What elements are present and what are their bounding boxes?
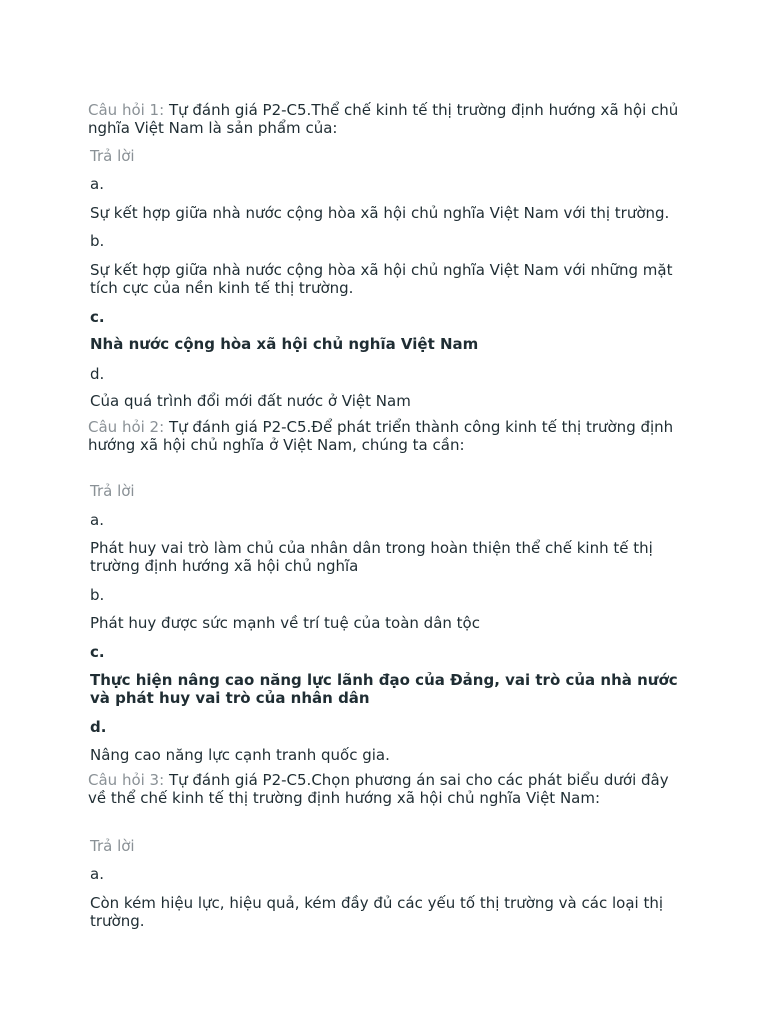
option-letter-selected: c. xyxy=(90,308,105,326)
option-letter: b. xyxy=(90,586,105,604)
option-letter: a. xyxy=(90,175,104,193)
option-letter: d. xyxy=(90,365,105,383)
option-letter: b. xyxy=(90,232,105,250)
answer-label: Trả lời xyxy=(90,837,135,855)
question-2 xyxy=(88,418,688,454)
question-text: Tự đánh giá P2-C5.Chọn phương án sai cho các phát biểu dưới đây về thể chế kinh tế thị trường định hướng xã hội chủ nghĩa Việt Nam: xyxy=(88,771,669,807)
option-text: Sự kết hợp giữa nhà nước cộng hòa xã hội chủ nghĩa Việt Nam với những mặt tích cực của nền kinh tế thị trường. xyxy=(90,261,673,297)
question-label: Câu hỏi 3: xyxy=(88,771,165,789)
option-letter-selected: c. xyxy=(90,643,105,661)
answer-label: Trả lời xyxy=(90,147,135,165)
option-letter: a. xyxy=(90,865,104,883)
option-text-selected: Nhà nước cộng hòa xã hội chủ nghĩa Việt Nam xyxy=(90,335,479,353)
answer-label: Trả lời xyxy=(90,482,135,500)
option-text: Của quá trình đổi mới đất nước ở Việt Nam xyxy=(90,392,411,410)
question-label: Câu hỏi 2: xyxy=(88,418,165,436)
question-3 xyxy=(88,771,688,807)
option-text: Phát huy được sức mạnh về trí tuệ của toàn dân tộc xyxy=(90,614,480,632)
option-text: Nâng cao năng lực cạnh tranh quốc gia. xyxy=(90,746,390,764)
option-text: Còn kém hiệu lực, hiệu quả, kém đầy đủ các yếu tố thị trường và các loại thị trường. xyxy=(90,894,664,930)
option-letter-selected: d. xyxy=(90,718,107,736)
option-text: Sự kết hợp giữa nhà nước cộng hòa xã hội chủ nghĩa Việt Nam với thị trường. xyxy=(90,204,670,222)
option-text: Phát huy vai trò làm chủ của nhân dân trong hoàn thiện thể chế kinh tế thị trường định hướng xã hội chủ nghĩa xyxy=(90,539,653,575)
option-letter: a. xyxy=(90,511,104,529)
question-text: Tự đánh giá P2-C5.Thể chế kinh tế thị trường định hướng xã hội chủ nghĩa Việt Nam là sản phẩm của: xyxy=(88,101,679,137)
question-text: Tự đánh giá P2-C5.Để phát triển thành công kinh tế thị trường định hướng xã hội chủ nghĩa ở Việt Nam, chúng ta cần: xyxy=(88,418,674,454)
option-text-selected: Thực hiện nâng cao năng lực lãnh đạo của Đảng, vai trò của nhà nước và phát huy vai trò của nhân dân xyxy=(90,671,678,707)
question-1 xyxy=(88,101,688,137)
question-label: Câu hỏi 1: xyxy=(88,101,165,119)
